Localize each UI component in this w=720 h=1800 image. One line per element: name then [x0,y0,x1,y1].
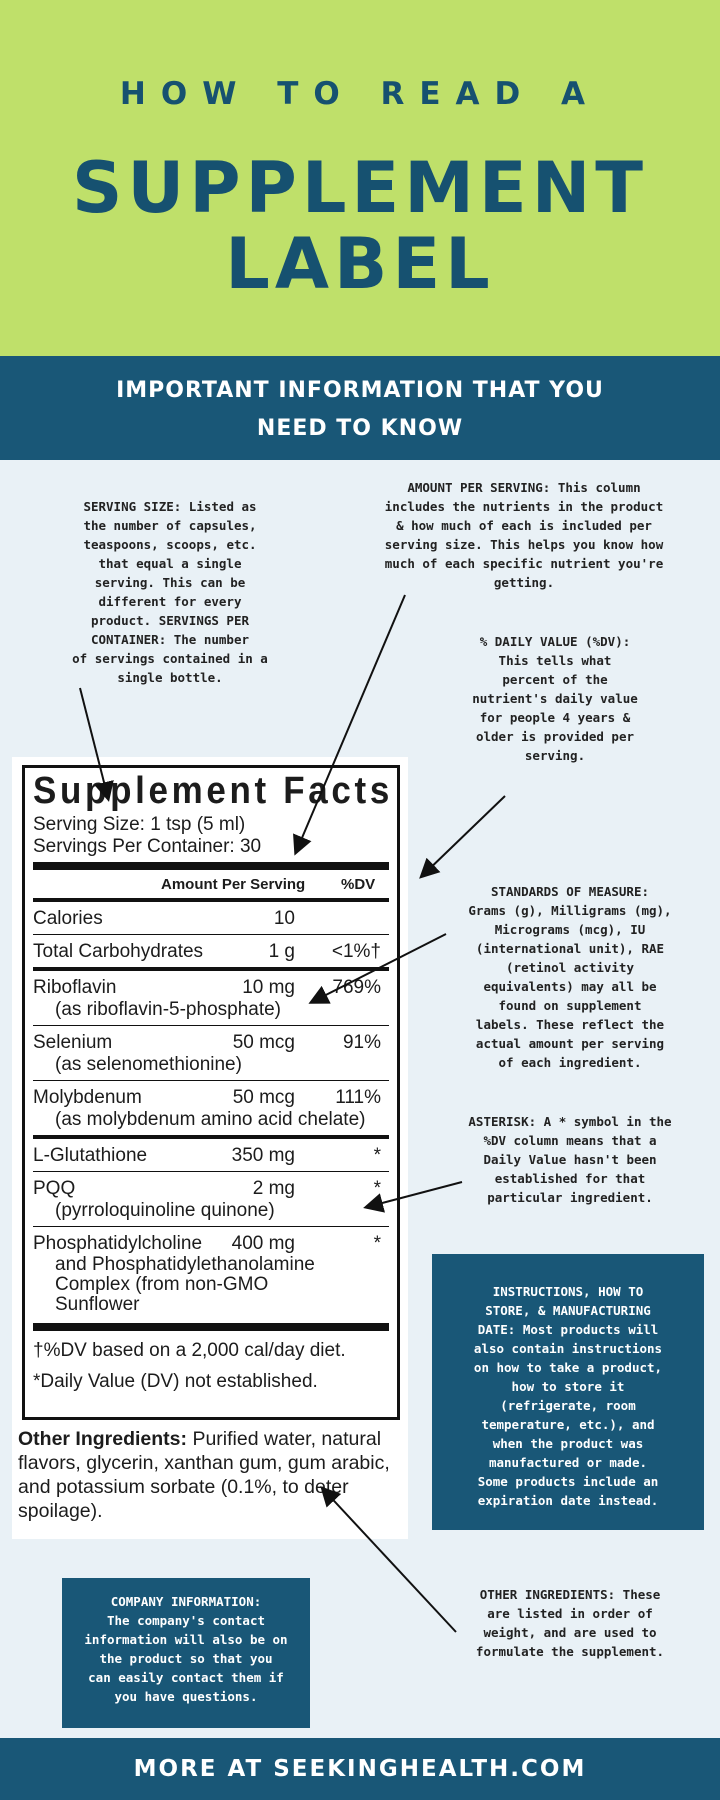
box-instructions [432,1254,704,1530]
note-line: COMPANY INFORMATION: [110,1594,262,1609]
nutrient-dv: * [373,1178,381,1199]
note-line: CONTAINER: The number [90,632,250,647]
note-line: AMOUNT PER SERVING: This column [407,480,641,495]
subtitle-line-1: IMPORTANT INFORMATION THAT YOU [116,378,604,403]
footnote-dv: †%DV based on a 2,000 cal/day diet. [33,1340,346,1361]
servings-per-container: Servings Per Container: 30 [33,836,262,857]
note-line: Grams (g), Milligrams (mg), [468,903,672,918]
note-line: can easily contact them if [88,1670,284,1685]
note-line: how to store it [511,1379,625,1394]
nutrient-source: (as riboflavin-5-phosphate) [55,999,282,1020]
nutrient-dv: * [373,1233,381,1254]
hero-section [0,0,720,356]
note-line: Some products include an [477,1474,659,1489]
title-line-2: LABEL [225,223,495,305]
serving-size: Serving Size: 1 tsp (5 ml) [33,814,246,835]
nutrient-source: (pyrroloquinoline quinone) [55,1200,275,1221]
note-line: actual amount per serving [475,1036,665,1051]
nutrient-row [33,902,389,934]
nutrient-source: (as selenomethionine) [55,1054,242,1075]
title-line-1: SUPPLEMENT [71,147,649,229]
facts-column-header [33,872,389,898]
note-line: formulate the supplement. [475,1644,665,1659]
footer-link[interactable]: MORE AT SEEKINGHEALTH.COM [133,1756,587,1782]
supplement-facts-panel [12,757,408,1539]
footnote-not-established: *Daily Value (DV) not established. [33,1371,318,1392]
nutrient-name: PQQ [33,1178,76,1199]
nutrient-dv: 91% [342,1032,381,1053]
note-line: older is provided per [475,729,635,744]
note-line: on how to take a product, [473,1360,663,1375]
nutrient-name: Riboflavin [33,977,117,998]
note-line: information will also be on [84,1632,288,1647]
note-line: ASTERISK: A * symbol in the [468,1114,672,1129]
note-line: the product so that you [99,1651,273,1666]
note-line: OTHER INGREDIENTS: These [479,1587,661,1602]
note-line: that equal a single [98,556,242,571]
note-line: Daily Value hasn't been [483,1152,657,1167]
nutrient-amount: 50 mcg [232,1032,295,1053]
divider [33,862,389,870]
facts-rows [33,902,389,1319]
note-serving-size [40,497,300,687]
note-line: DATE: Most products will [477,1322,659,1337]
nutrient-dv: 769% [332,977,381,998]
note-line: SERVING SIZE: Listed as [83,499,257,514]
note-line: (refrigerate, room [500,1398,636,1413]
note-line: particular ingredient. [487,1190,653,1205]
nutrient-amount: 2 mg [252,1178,295,1199]
note-line: % DAILY VALUE (%DV): [479,634,631,649]
note-line: & how much of each is included per [396,518,652,533]
note-standards-of-measure [440,882,700,1072]
note-line: INSTRUCTIONS, HOW TO [492,1284,644,1299]
note-line: STANDARDS OF MEASURE: [490,884,650,899]
nutrient-amount: 10 [273,908,295,929]
note-line: getting. [493,575,555,590]
nutrient-row [33,1227,389,1319]
note-line: single bottle. [117,670,223,685]
note-line: much of each specific nutrient you're [384,556,664,571]
nutrient-amount: 1 g [268,941,295,962]
note-line: includes the nutrients in the product [384,499,664,514]
divider [33,1323,389,1331]
note-line: weight, and are used to [483,1625,657,1640]
nutrient-name: L-Glutathione [33,1145,148,1166]
arrow-daily-value [422,796,505,876]
other-ingredients [18,1427,404,1523]
note-line: temperature, etc.), and [481,1417,655,1432]
nutrient-name: Phosphatidylcholine [33,1233,203,1254]
note-line: for people 4 years & [479,710,631,725]
note-line: Micrograms (mcg), IU [494,922,646,937]
nutrient-row [33,1081,389,1135]
note-line: (international unit), RAE [475,941,665,956]
note-line: the number of capsules, [83,518,257,533]
note-line: labels. These reflect the [475,1017,665,1032]
note-line: you have questions. [114,1689,258,1704]
note-line: The company's contact [106,1613,266,1628]
nutrient-source: (as molybdenum amino acid chelate) [55,1109,366,1130]
note-line: product. SERVINGS PER [90,613,250,628]
note-line: equivalents) may all be [483,979,657,994]
nutrient-name: Total Carbohydrates [33,941,204,962]
nutrient-row [33,1026,389,1080]
note-line: serving. This can be [94,575,246,590]
nutrient-row [33,971,389,1025]
note-line: percent of the [502,672,608,687]
nutrient-amount: 10 mg [242,977,295,998]
footer-bar [0,1738,720,1800]
note-line: of each ingredient. [498,1055,642,1070]
note-other-ingredients [440,1585,700,1661]
subtitle-line-2: NEED TO KNOW [256,416,464,441]
nutrient-name: Calories [33,908,103,929]
nutrient-dv: * [373,1145,381,1166]
box-company-information [62,1578,310,1728]
note-line: established for that [494,1171,646,1186]
nutrient-source: and Phosphatidylethanolamine Complex (from non-GMO Sunflower [55,1254,315,1315]
nutrient-amount: 350 mg [231,1145,295,1166]
nutrient-amount: 400 mg [231,1233,295,1254]
nutrient-name: Molybdenum [33,1087,142,1108]
note-line: when the product was [492,1436,644,1451]
dv-header: %DV [341,876,376,893]
subtitle-band [0,356,720,460]
note-amount-per-serving [344,478,704,592]
note-line: %DV column means that a [483,1133,657,1148]
note-line: expiration date instead. [477,1493,659,1508]
note-line: are listed in order of [487,1606,653,1621]
note-daily-value [440,632,670,765]
nutrient-dv: <1%† [331,941,381,962]
amount-per-serving-header: Amount Per Serving [161,876,306,893]
note-line: serving size. This helps you know how [384,537,664,552]
nutrient-name: Selenium [33,1032,113,1053]
other-ingredients-text: Purified water, natural flavors, glycerin, xanthan gum, gum arabic, and potassium sorbate (0.1%, to deter spoilage). [18,1428,390,1522]
note-line: also contain instructions [473,1341,663,1356]
nutrient-amount: 50 mcg [232,1087,295,1108]
note-line: (retinol activity [506,960,634,975]
nutrient-row [33,1172,389,1226]
note-line: of servings contained in a [72,651,268,666]
note-line: teaspoons, scoops, etc. [83,537,257,552]
note-line: manufactured or made. [488,1455,648,1470]
nutrient-dv: 111% [335,1087,381,1108]
note-line: nutrient's daily value [472,691,638,706]
facts-title: Supplement Facts [33,770,393,812]
note-line: different for every [98,594,242,609]
note-line: serving. [524,748,586,763]
supplement-facts-label [22,765,400,1420]
note-line: STORE, & MANUFACTURING [485,1303,651,1318]
note-line: This tells what [498,653,612,668]
nutrient-row [33,935,389,967]
title-kicker: HOW TO READ A [119,76,601,112]
note-line: found on supplement [498,998,642,1013]
other-ingredients-label: Other Ingredients: [18,1428,188,1450]
note-asterisk [440,1112,700,1207]
nutrient-row [33,1139,389,1171]
